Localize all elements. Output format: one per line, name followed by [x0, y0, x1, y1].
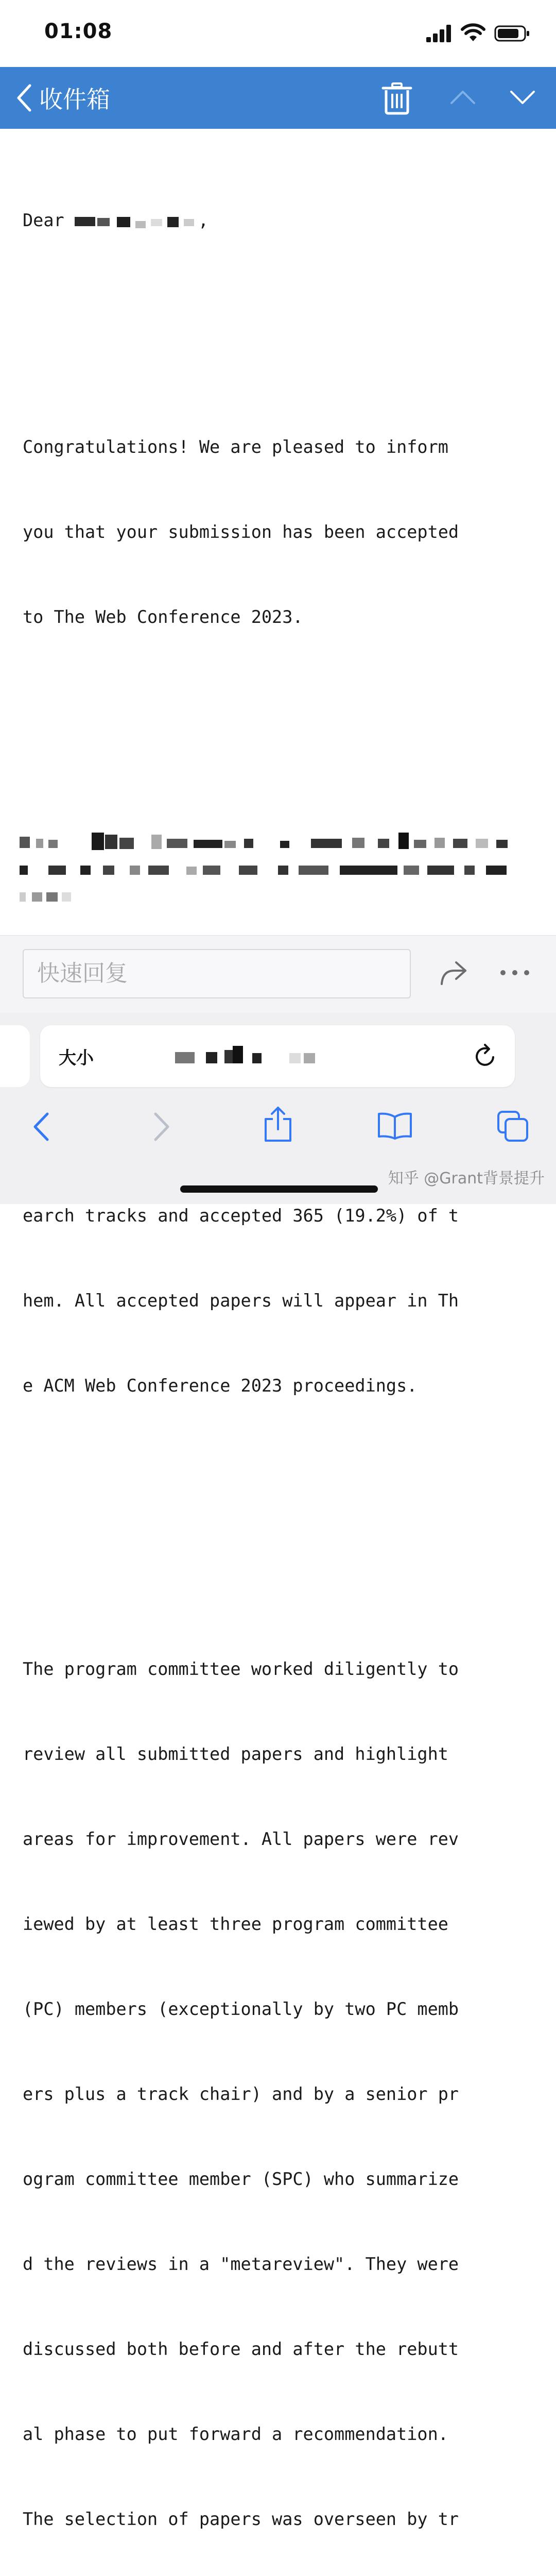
text-size-button[interactable]: 大小 [59, 1048, 94, 1069]
text-line: The program committee worked diligently to [23, 1659, 459, 1679]
chevron-down-icon [510, 90, 535, 105]
more-icon [499, 969, 530, 976]
home-indicator[interactable] [180, 1185, 378, 1193]
redacted-url [175, 1046, 309, 1066]
browser-forward-button[interactable] [152, 1112, 171, 1144]
back-icon [32, 1112, 50, 1142]
share-button[interactable] [263, 1106, 293, 1145]
forward-icon [439, 959, 467, 986]
status-time: 01:08 [44, 20, 113, 43]
text-line: you that your submission has been accepted [23, 522, 459, 542]
back-to-inbox-button[interactable] [15, 78, 110, 117]
battery-icon [494, 25, 530, 42]
mail-header [0, 67, 556, 129]
reload-button[interactable] [474, 1043, 497, 1071]
text-line: areas for improvement. All papers were rev [23, 1829, 459, 1849]
text-line: ers plus a track chair) and by a senior pr [23, 2084, 459, 2104]
tabs-button[interactable] [496, 1110, 529, 1145]
previous-tab-pill[interactable] [0, 1025, 30, 1087]
text-line: discussed both before and after the rebutt [23, 2339, 459, 2359]
text-line: ogram committee member (SPC) who summarize [23, 2169, 459, 2189]
text-line: d the reviews in a "metareview". They were [23, 2254, 459, 2274]
text-line: (PC) members (exceptionally by two PC memb [23, 1999, 459, 2019]
status-icons [426, 25, 530, 42]
chevron-left-icon [15, 83, 33, 112]
text-line: al phase to put forward a recommendation. [23, 2424, 448, 2444]
trash-icon [382, 82, 412, 114]
reload-icon [474, 1043, 497, 1069]
text-line: review all submitted papers and highlight [23, 1744, 448, 1764]
address-bar[interactable] [40, 1025, 515, 1087]
greeting-end: , [198, 210, 209, 230]
text-line: to The Web Conference 2023. [23, 607, 303, 627]
status-bar [0, 0, 556, 67]
signal-icon [426, 25, 452, 42]
previous-mail-button[interactable] [450, 90, 476, 107]
forward-nav-icon [152, 1112, 171, 1142]
next-mail-button[interactable] [510, 90, 535, 107]
chevron-up-icon [450, 90, 476, 105]
mail-text [23, 149, 537, 2576]
paragraph-3 [23, 1598, 537, 2576]
browser-nav-row [0, 1103, 556, 1159]
greeting: Dear [23, 210, 75, 230]
quick-reply-input[interactable]: 快速回复 [23, 949, 411, 998]
text-line: iewed by at least three program committee [23, 1914, 448, 1934]
text-line: The selection of papers was overseen by tr [23, 2509, 459, 2529]
text-line: e ACM Web Conference 2023 proceedings. [23, 1376, 418, 1396]
redacted-name [75, 214, 198, 229]
quick-reply-bar [0, 935, 556, 1013]
more-button[interactable] [499, 969, 530, 978]
forward-button[interactable] [439, 959, 467, 988]
text-line: earch tracks and accepted 365 (19.2%) of t [23, 1206, 459, 1226]
tabs-icon [496, 1110, 529, 1143]
bookmarks-icon [377, 1111, 413, 1140]
browser-back-button[interactable] [32, 1112, 50, 1144]
share-icon [263, 1106, 293, 1143]
greeting-line [23, 206, 537, 234]
wifi-icon [461, 25, 485, 42]
text-line: Congratulations! We are pleased to inform [23, 437, 448, 457]
text-line: hem. All accepted papers will appear in Th [23, 1291, 459, 1311]
redacted-paragraph [23, 829, 537, 914]
delete-button[interactable] [382, 82, 412, 116]
watermark: 知乎 @Grant背景提升 [388, 1170, 545, 1188]
bookmarks-button[interactable] [377, 1111, 413, 1142]
back-label: 收件箱 [39, 86, 110, 113]
